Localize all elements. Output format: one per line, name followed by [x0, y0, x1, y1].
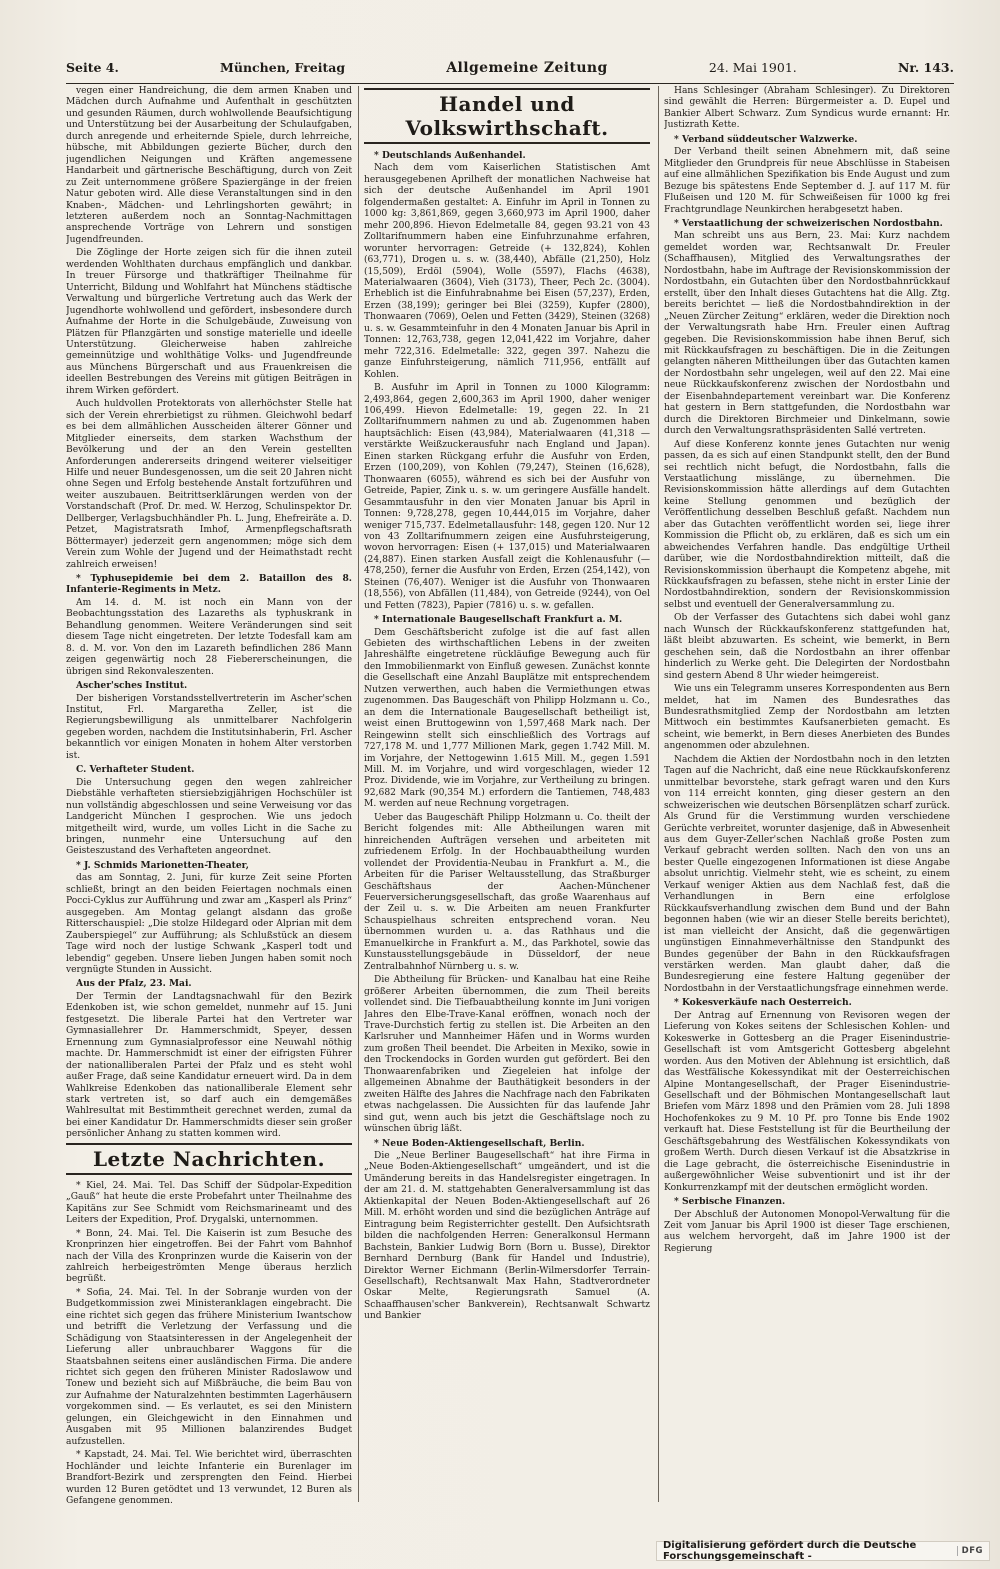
- article-heading: * Verstaatlichung der schweizerischen Nordostbahn.: [674, 217, 943, 229]
- article-heading: * Deutschlands Außenhandel.: [374, 150, 526, 161]
- news-item: * Bonn, 24. Mai. Tel. Die Kaiserin ist zum Besuche des Kronprinzen hier eingetroffen. Bei der Fahrt vom Bahnhof nach der Villa des Kronprinzen wurde die Kaiserin von der zahlreich herbeigeströmten Menge überaus herzlich begrüßt.: [66, 1228, 352, 1285]
- city-day: München, Freitag: [220, 60, 346, 75]
- paragraph: Am 14. d. M. ist noch ein Mann von der Beobachtungsstation des Lazareths als typhuskrank in Behandlung genommen. Weitere Veränderungen sind seit diesem Tage nicht eingetreten. Der letzte Todesfall kam am 8. d. M. vor. Von den im Lazareth befindlichen 286 Mann zeigen gegenwärtig noch 28 Fiebererscheinungen, die übrigen sind Rekonvaleszenten.: [66, 597, 352, 677]
- article-heading: * Kokesverkäufe nach Oesterreich.: [674, 997, 852, 1009]
- paragraph: Hans Schlesinger (Abraham Schlesinger). Zu Direktoren sind gewählt die Herren: Bürgermeister a. D. Eupel und Bankier Albert Schwarz. Zum Syndicus wurde ernannt: Hr. Justizrath Kette.: [664, 86, 950, 131]
- digitization-credit: [656, 1541, 990, 1561]
- paragraph: das am Sonntag, 2. Juni, für kurze Zeit seine Pforten schließt, bringt an den beiden Feiertagen nochmals einen Pocci-Cyklus zur Aufführung und zwar am „Kasperl als Prinz“ ausgegeben. Am Montag gelangt alsdann das große Ritterschauspiel: „Die stolze Hildegard oder Alprian mit dem Zauberspiegel“ zur Aufführung; als Schlußstück an diesem Tage wird noch der lustige Schwank „Kasperl todt und lebendig“ gegeben. Unsere lieben Jungen haben somit noch vergnügte Stunden in Aussicht.: [66, 873, 352, 975]
- paragraph: Die Abtheilung für Brücken- und Kanalbau hat eine Reihe größerer Arbeiten übernommen, die zum Theil bereits vollendet sind. Die Tiefbauabtheilung konnte im Juni vorigen Jahres den Elbe-Trave-Kanal eröffnen, wonach noch der Trave-Durchstich fertig zu stellen ist. Die Arbeiten an den Karlsruher und Mannheimer Häfen und in Worms wurden zum großen Theil beendet. Die Arbeiten in Mexiko, sowie in den Trockendocks in Gorden wurden gut gefördert. Bei den Thonwaarenfabriken und Ziegeleien hat infolge der allgemeinen Abnahme der Bauthätigkeit besonders in der zweiten Hälfte des Jahres die Nachfrage nach den Fabrikaten etwas nachgelassen. Die Aussichten für das laufende Jahr sind gut, wenn auch bis jetzt die Geschäftslage noch zu wünschen übrig läßt.: [364, 975, 650, 1135]
- paragraph: Wie uns ein Telegramm unseres Korrespondenten aus Bern meldet, hat im Namen des Bundesrathes das Bundesrathsmitglied Zemp der Nordostbahn am letzten Mittwoch ein bestimmtes Kaufsanerbieten gemacht. Es scheint, wie bemerkt, in Bern dieses Anerbieten des Bundes angenommen oder abzulehnen.: [664, 684, 950, 752]
- paragraph: Der Antrag auf Ernennung von Revisoren wegen der Lieferung von Kokes seitens der Schlesischen Kohlen- und Kokeswerke in Gottesberg an die Prager Eisenindustrie-Gesellschaft ist vom Amtsgericht Gottesberg abgelehnt worden. Aus den Motiven der Ablehnung ist ersichtlich, daß das Westfälische Kokessyndikat mit der Oesterreichischen Alpine Montangesellschaft, der Prager Eisenindustrie-Gesellschaft und der Böhmischen Montangesellschaft laut Briefen vom März 1898 und den Prämien vom 28. Juli 1898 Hochofenkokes zu 9 M. 10 Pf. pro Tonne bis Ende 1902 verkauft hat. Diese Feststellung ist für die Beurtheilung der Geschäftsgebahrung des Westfälischen Kokessyndikats von großem Werth. Durch diesen Verkauf ist die Absatzkrise in die Lage gebracht, die österreichische Eisenindustrie in außergewöhnlicher Weise subventionirt und ist ihr der Konkurrenzkampf mit der deutschen ermöglicht worden.: [664, 1010, 950, 1193]
- paragraph: Auf diese Konferenz konnte jenes Gutachten nur wenig passen, da es sich auf einen Standpunkt stellt, den der Bund sei rechtlich nicht befugt, die Nordostbahn, falls die Verstaatlichung misslänge, zu übernehmen. Die Revisionskommission hätte allerdings auf dem Gutachten keine Stellung genommen und bezüglich der Veröffentlichung desselben Beschluß gefaßt. Nachdem nun aber das Gutachten veröffentlicht worden sei, liege ihrer Kommission die Pflicht ob, zu erklären, daß es sich um ein abweichendes Verfahren handle. Das endgültige Urtheil darüber, wie die Nordostbahndirektion mitteilt, daß die Revisionskommission überhaupt die Kompetenz abgehe, mit Rückkaufsfragen zu befassen, stehe nicht in erster Linie der Nordostbahndirektion, sondern der Revisionskommission selbst und eventuell der Generalversammlung zu.: [664, 439, 950, 610]
- paragraph: Ob der Verfasser des Gutachtens sich dabei wohl ganz nach Wunsch der Rückkaufskonferenz stattgefunden hat, läßt bleibt abzuwarten. Es scheint, wie bemerkt, in Bern geschehen sein, daß die Nordostbahn an ihrer offenbar hinderlich zu Werke geht. Die Delegirten der Nordostbahn sind gestern Abend 8 Uhr wieder heimgereist.: [664, 613, 950, 681]
- paragraph: Auch huldvollen Protektorats von allerhöchster Stelle hat sich der Verein ehrerbietigst zu rühmen. Gleichwohl bedarf es bei dem allmählichen Ausscheiden älterer Gönner und Mitglieder einerseits, dem starken Wachsthum der Bevölkerung und der an den Verein gestellten Anforderungen andererseits dringend weiterer vielseitiger Hilfe und neuer Bundesgenossen, um die seit 20 Jahren nicht ohne Segen und Erfolg bestehende Anstalt fortzuführen und weiter auszubauen. Beitrittserklärungen werden von der Vorstandschaft (Prof. Dr. med. W. Herzog, Schulinspektor Dr. Dellberger, Verlagsbuchhändler Ph. L. Jung, Ehefreiräte a. D. Petzet, Magistratsrath Imhof, Armenpflegschaftsrath Böttermayer) jederzeit gern angenommen; möge sich dem Verein zum Wohle der Jugend und der Heimathstadt recht zahlreich erweisen!: [66, 399, 352, 570]
- paragraph: Der Verband theilt seinen Abnehmern mit, daß seine Mitglieder den Grundpreis für neue Abschlüsse in Stabeisen auf eine allmählichen Spezifikation bis Ende August und zum Bezuge bis spätestens Ende September d. J. auf 117 M. für Flußeisen und 120 M. für Schweißeisen für 1000 kg frei Frachtgrundlage Neunkirchen herabgesetzt haben.: [664, 147, 950, 215]
- credit-text: Digitalisierung gefördert durch die Deutsche Forschungsgemeinschaft -: [663, 1540, 917, 1562]
- paragraph: Ueber das Baugeschäft Philipp Holzmann u. Co. theilt der Bericht folgendes mit: Alle Abtheilungen waren mit hinreichenden Aufträgen versehen und arbeiteten mit zufriedenem Erfolg. In der Hochbauabtheilung wurden vollendet der Providentia-Neubau in Frankfurt a. M., die Arbeiten für die Pariser Weltausstellung, das Straßburger Geschäftshaus der Aachen-Münchener Feuerversicherungsgesellschaft, das große Waarenhaus auf der Zeil u. s. w. Die Arbeiten am neuen Frankfurter Schauspielhaus schreiten entsprechend voran. Neu übernommen wurden u. a. das Rathhaus und die Emanuelkirche in Frankfurt a. M., das Parkhotel, sowie das Kunstausstellungsgebäude in Düsseldorf, der neue Zentralbahnhof Nürnberg u. s. w.: [364, 812, 650, 972]
- masthead: [66, 60, 954, 84]
- article-heading: * Verband süddeutscher Walzwerke.: [674, 133, 858, 145]
- dfg-logo: DFG: [957, 1546, 983, 1556]
- news-item: * Kiel, 24. Mai. Tel. Das Schiff der Südpolar-Expedition „Gauß“ hat heute die erste Probefahrt unter Theilnahme des Kapitäns zur See Schmidt vom Reichsmarineamt und des Leiters der Expedition, Prof. Drygalski, unternommen.: [66, 1180, 352, 1226]
- article-heading: * Serbische Finanzen.: [674, 1196, 786, 1208]
- paragraph: Die „Neue Berliner Baugesellschaft“ hat ihre Firma in „Neue Boden-Aktiengesellschaft“ umgeändert, und ist die Umänderung bereits in das Handelsregister eingetragen. In der am 21. d. M. stattgehabten Generalversammlung ist das Aktienkapital der Neuen Boden-Aktiengesellschaft auf 26 Mill. M. erhöht worden und sind die bezüglichen Anträge auf Eintragung beim Registerrichter gestellt. Den Aufsichtsrath bilden die nachfolgenden Herren: Generalkonsul Hermann Bachstein, Bankier Ludwig Born (Born u. Busse), Direktor Bernhard Dernburg (Bank für Handel und Industrie), Direktor Werner Eichmann (Berlin-Wilmersdorfer Terrain-Gesellschaft), Rechtsanwalt Max Hahn, Stadtverordneter Oskar Melte, Regierungsrath Samuel (A. Schaaffhausen'scher Bankverein), Rechtsanwalt Schwartz und Bankier: [364, 1150, 650, 1322]
- column-left: [66, 86, 352, 1516]
- paragraph: Der Termin der Landtagsnachwahl für den Bezirk Edenkoben ist, wie schon gemeldet, nunmehr auf 15. Juni festgesetzt. Die liberale Partei hat den Vertreter war Gymnasiallehrer Dr. Hammerschmidt, Speyer, dessen Ernennung zum Gymnasialprofessor eine Neuwahl nöthig machte. Dr. Hammerschmidt ist einer der eifrigsten Führer der nationalliberalen Partei der Pfalz und es steht wohl außer Frage, daß seine Kandidatur erneuert wird. Da in dem Wahlkreise Edenkoben das nationalliberale Element sehr stark vertreten ist, so darf auch ein demgemäßes Wahlresultat mit Bestimmtheit gerechnet werden, zumal da bei einer Kandidatur Dr. Hammerschmidts dieser sein großer persönlicher Anhang zu statten kommen wird.: [66, 991, 352, 1140]
- news-item: * Sofia, 24. Mai. Tel. In der Sobranje wurden von der Budgetkommission zwei Ministeranklagen eingebracht. Die eine richtet sich gegen das frühere Ministerium Iwantschow und betrifft die Verletzung der Verfassung und die Schädigung von Staatsinteressen in der Angelegenheit der Lieferung aller unbrauchbarer Waggons für die Staatsbahnen seitens einer ausländischen Firma. Die andere richtet sich gegen den früheren Minister Radoslawow und Tonew und bezieht sich auf Mißbräuche, die beim Bau von zur Aufnahme der Naturalzehnten bestimmten Lagerhäusern vorgekommen sind. — Es verlautet, es sei den Ministern gelungen, ein Gleichgewicht in den Einnahmen und Ausgaben mit 95 Millionen balanzirendes Budget aufzustellen.: [66, 1287, 352, 1447]
- news-item: * Kapstadt, 24. Mai. Tel. Wie berichtet wird, überraschten Hochländer und leichte Infanterie ein Burenlager im Brandfort-Bezirk und zersprengten den Feind. Hierbei wurden 12 Buren getödtet und 13 verwundet, 12 Buren als Gefangene genommen.: [66, 1450, 352, 1507]
- article-heading: * Internationale Baugesellschaft Frankfurt a. M.: [374, 614, 623, 626]
- issue-date: 24. Mai 1901.: [708, 60, 797, 75]
- issue-number: Nr. 143.: [897, 60, 954, 75]
- column-rule: [358, 86, 359, 1502]
- article-heading: Ascher'sches Institut.: [76, 680, 188, 692]
- paragraph: vegen einer Handreichung, die dem armen Knaben und Mädchen durch Aufnahme und Aufenthalt in geschützten und gesunden Räumen, durch wohlwollende Beaufsichtigung und Unterstützung bei der Ausarbeitung der Schulaufgaben, durch anregende und erheiternde Spiele, durch lehrreiche, hübsche, mit Abbildungen gezierte Bücher, durch den jugendlichen Neigungen und Kräften angemessene Handarbeit und gärtnerische Beschäftigung, durch von Zeit zu Zeit unternommene größere Spaziergänge in der freien Natur geboten wird. Alle diese Veranstaltungen sind in den Knaben-, Mädchen- und Lehrlingshorten gewährt; in letzteren außerdem noch an Sonntag-Nachmittagen ansprechende Vorträge von Lehrern und sonstigen Jugendfreunden.: [66, 86, 352, 245]
- article-heading: * Neue Boden-Aktiengesellschaft, Berlin.: [374, 1137, 585, 1149]
- article-heading: * J. Schmids Marionetten-Theater,: [76, 859, 249, 871]
- article-heading: C. Verhafteter Student.: [76, 764, 195, 776]
- column-rule: [658, 86, 659, 1502]
- paragraph: Dem Geschäftsbericht zufolge ist die auf fast allen Gebieten des wirthschaftlichen Lebens in der zweiten Jahreshälfte eingetretene rückläufige Bewegung auch für den Immobilienmarkt von Einfluß gewesen. Zunächst konnte die Gesellschaft eine Anzahl Bauplätze mit entsprechendem Nutzen verwerthen, auch haben die Vermiethungen etwas zugenommen. Das Baugeschäft von Philipp Holzmann u. Co., an dem die Internationale Baugesellschaft betheiligt ist, weist einen Bruttogewinn von 1,597,468 Mark nach. Der Reingewinn stellt sich einschließlich des Vortrags auf 727,178 M. und 1,777 Millionen Mark, gegen 1.742 Mill. M. im Vorjahre, der Nettogewinn 1.615 Mill. M., gegen 1.591 Mill. M. im Vorjahre, und wird vorgeschlagen, wieder 12 Proz. Dividende, wie im Vorjahre, zur Vertheilung zu bringen. 92,682 Mark (90,354 M.) erfordern die Tantiemen, 748,483 M. werden auf neue Rechnung vorgetragen.: [364, 627, 650, 810]
- page-number: Seite 4.: [66, 60, 119, 75]
- paragraph: Nach dem vom Kaiserlichen Statistischen Amt herausgegebenen Aprilheft der monatlichen Nachweise hat sich der deutsche Außenhandel im April 1901 folgendermaßen gestaltet: A. Einfuhr im April in Tonnen zu 1000 kg: 3,861,869, gegen 3,660,973 im April 1900, daher mehr 200,896. Hievon Edelmetalle 84, gegen 93.21 von 43 Zolltarifnummern haben eine Einfuhrzunahme erfahren, worunter hervorragen: Getreide (+ 132,824), Kohlen (63,771), Drogen u. s. w. (38,440), Abfälle (21,250), Holz (15,509), Erdöl (5904), Wolle (5597), Flachs (4638), Materialwaaren (3604), Vieh (3173), Theer, Pech 2c. (3004). Erheblich ist die Einfuhrabnahme bei Eisen (57,237), Erden, Erzen (38,199); geringer bei Blei (3259), Kupfer (2800), Thonwaaren (7069), Oelen und Fetten (3429), Steinen (3268) u. s. w. Gesammteinfuhr in den 4 Monaten Januar bis April in Tonnen: 12,763,738, gegen 12,041,422 im Vorjahre, daher mehr 722,316. Edelmetalle: 322, gegen 397. Nahezu die ganze Einfuhrsteigerung, nämlich 711,956, entfällt auf Kohlen.: [364, 163, 650, 380]
- section-heading-latest-news: Letzte Nachrichten.: [66, 1143, 352, 1175]
- section-heading-commerce: Handel und Volkswirthschaft.: [364, 88, 650, 144]
- paragraph: B. Ausfuhr im April in Tonnen zu 1000 Kilogramm: 2,493,864, gegen 2,600,363 im April 1900, daher weniger 106,499. Hievon Edelmetalle: 19, gegen 22. In 21 Zolltarifnummern nahmen zu und ab. Zugenommen haben hauptsächlich: Eisen (43,984), Materialwaaren (41,318 — verstärkte Weißzuckerausfuhr nach England und Japan). Einen starken Rückgang erfuhr die Ausfuhr von Erden, Erzen (100,209), von Kohlen (79,247), Steinen (16,628), Thonwaaren (6055), während es sich bei der Ausfuhr von Getreide, Papier, Zink u. s. w. um geringere Ausfälle handelt. Gesammtausfuhr in den vier Monaten Januar bis April in Tonnen: 9,728,278, gegen 10,444,015 im Vorjahre, daher weniger 715,737. Edelmetallausfuhr: 148, gegen 120. Nur 12 von 43 Zolltarifnummern zeigen eine Ausfuhrsteigerung, wovon hervorragen: Eisen (+ 137,015) und Materialwaaren (24,887). Einen starken Ausfall zeigt die Kohlenausfuhr (— 478,250), ferner die Ausfuhr von Erden, Erzen (254,142), von Steinen (76,407). Weniger ist die Ausfuhr von Thonwaaren (18,556), von Abfällen (11,484), von Getreide (9244), von Oel und Fetten (7823), Papier (7816) u. s. w. gefallen.: [364, 383, 650, 611]
- paragraph: Die Zöglinge der Horte zeigen sich für die ihnen zuteil werdenden Wohlthaten durchaus empfänglich und dankbar. In treuer Fürsorge und thatkräftiger Theilnahme für Unterricht, Bildung und Wohlfahrt hat Münchens städtische Verwaltung und bürgerliche Vertretung auch das Werk der Jugendhorte wohlwollend und gefördert, insbesondere durch Aufnahme der Horte in die Schulgebäude, Zuweisung von Plätzen für Pflanzgärten und sonstige materielle und ideelle Unterstützung. Gleicherweise haben zahlreiche gemeinnützige und wohlthätige Volks- und Jugendfreunde aus Münchens Bürgerschaft und aus Frauenkreisen die ideellen Bestrebungen des Vereins mit gütigen Beiträgen in ihrem Wirken gefördert.: [66, 248, 352, 396]
- paragraph: Nachdem die Aktien der Nordostbahn noch in den letzten Tagen auf die Nachricht, daß eine neue Rückkaufskonferenz unmittelbar bevorstehe, stark gefragt waren und den Kurs von 114 erreicht konnten, ging dieser gestern an den schweizerischen wie deutschen Börsenplätzen scharf zurück. Als Grund für die Verstimmung wurden verschiedene Gerüchte verbreitet, worunter dasjenige, daß in Abwesenheit aus dem Guyer-Zeller'schen Nachlaß große Posten zum Verkauf gebracht werden sollten. Nach den von uns an bester Quelle eingezogenen Informationen ist diese Angabe absolut unrichtig. Vielmehr steht, wie es scheint, zu einem Verkauf weniger Aktien aus dem Nachlaß fest, daß die Verhandlungen in Bern eine erfolglose Rückkaufsverhandlung zwischen dem Bund und der Bahn begonnen haben (wie wir an dieser Stelle bereits berichtet), ist man vielleicht der Ansicht, daß die gegenwärtigen ungünstigen Einnahmeverhältnisse den Standpunkt des Bundes gegenüber der Bahn in den Rückkaufsfragen verstärken werden. Man glaubt daher, daß die Bundesregierung eine festere Haltung gegenüber der Nordostbahn in der Verstaatlichungsfrage einnehmen werde.: [664, 754, 950, 994]
- article-heading: Aus der Pfalz, 23. Mai.: [76, 978, 192, 990]
- column-right: [664, 86, 950, 1516]
- paragraph: Man schreibt uns aus Bern, 23. Mai: Kurz nachdem gemeldet worden war, Rechtsanwalt Dr. Freuler (Schaffhausen), Mitglied des Verwaltungsrathes der Nordostbahn, habe im Auftrage der Revisionskommission der Nordostbahn, ein Gutachten über den Nordostbahnrückkauf erstellt, über den Inhalt dieses Gutachtens hat die Allg. Ztg. bereits berichtet — ließ die Nordostbahndirektion in der „Neuen Zürcher Zeitung“ erklären, weder die Direktion noch der Verwaltungsrath habe Hrn. Freuler einen Auftrag gegeben. Die Revisionskommission habe ihnen Beruf, sich mit Rückkaufsfragen zu beschäftigen. Die in die Zeitungen gelangten näheren Mittheilungen über das Gutachten kamen der Nordostbahn sehr ungelegen, weil auf den 22. Mai eine neue Rückkaufskonferenz zwischen der Nordostbahn und der Eisenbahndepartement vereinbart war. Die Konferenz hat gestern in Bern stattgefunden, die Nordostbahn war durch die Direktoren Birchmeier und Dinkelmann, sowie durch den Verwaltungsrathspräsidenten Sallé vertreten.: [664, 231, 950, 437]
- paragraph: Die Untersuchung gegen den wegen zahlreicher Diebstähle verhafteten stiersiebzigjährigen Hochschüler ist nun vollständig abgeschlossen und seine Verweisung vor das Landgericht München I gesprochen. Wie uns jedoch mitgetheilt wird, wurde, um volles Licht in die Sache zu bringen, nunmehr eine Untersuchung auf den Geisteszustand des Verhafteten angeordnet.: [66, 777, 352, 857]
- newspaper-title: Allgemeine Zeitung: [446, 60, 608, 76]
- article-heading: * Typhusepidemie bei dem 2. Bataillon des 8. Infanterie-Regiments in Metz.: [66, 573, 352, 596]
- column-middle: [364, 86, 650, 1516]
- paragraph: Der Abschluß der Autonomen Monopol-Verwaltung für die Zeit vom Januar bis April 1900 ist dieser Tage erschienen, aus welchem hervorgeht, daß im Jahre 1900 ist der Regierung: [664, 1209, 950, 1254]
- paragraph: Der bisherigen Vorstandsstellvertreterin im Ascher'schen Institut, Frl. Margaretha Zeller, ist die Regierungsbewilligung als unmittelbarer Nachfolgerin gegeben worden, nachdem die Institutsinhaberin, Frl. Ascher bekanntlich vor einigen Monaten in hohem Alter verstorben ist.: [66, 693, 352, 761]
